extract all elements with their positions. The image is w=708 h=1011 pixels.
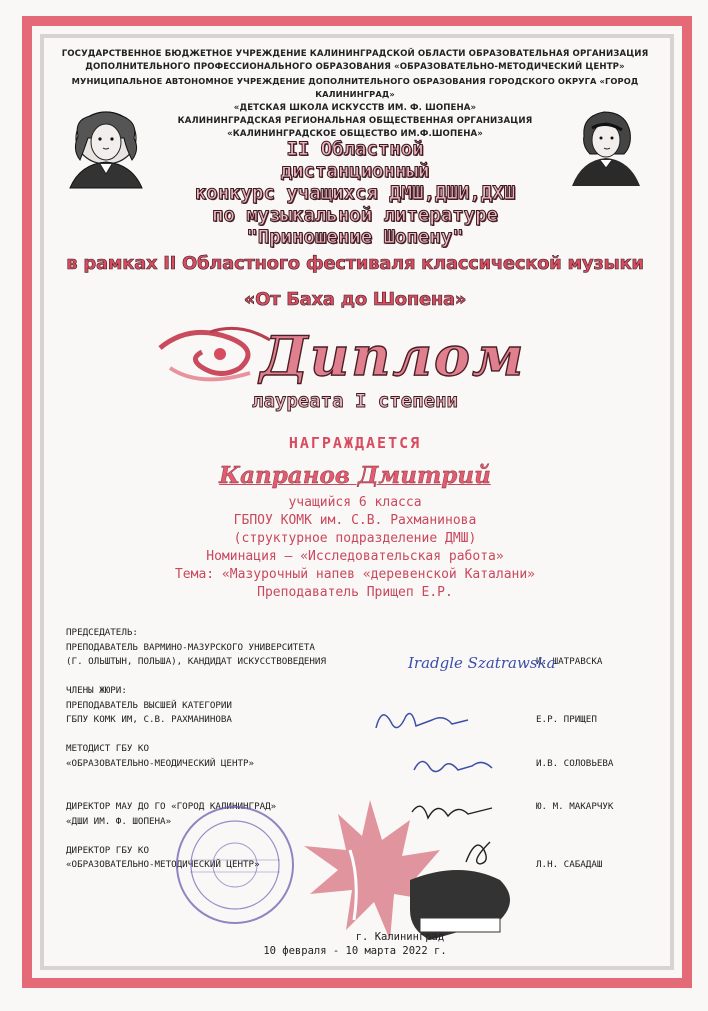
member1-name: Е.Р. ПРИЩЕП (536, 714, 597, 725)
detail-line: учащийся 6 класса (288, 495, 422, 510)
chair-signature-text: Iradgle Szatrawska (408, 654, 556, 672)
director2-position-2: «ОБРАЗОВАТЕЛЬНО-МЕТОДИЧЕСКИЙ ЦЕНТР» (66, 859, 260, 870)
festival-title (60, 252, 650, 312)
footer-dates: 10 февраля - 10 марта 2022 г. (263, 945, 447, 957)
spacer (66, 786, 646, 801)
director2-signature-image (460, 832, 500, 872)
chair-heading: ПРЕДСЕДАТЕЛЬ: (66, 627, 138, 638)
director1-name: Ю. М. МАКАРЧУК (536, 801, 614, 812)
director2-position: ДИРЕКТОР ГБУ КО (66, 844, 149, 856)
title-line: II Областной (286, 138, 424, 160)
director2-row (66, 858, 646, 873)
title-line: конкурс учащихся ДМШ,ДШИ,ДХШ (194, 182, 516, 204)
header-line: ДОПОЛНИТЕЛЬНОГО ПРОФЕССИОНАЛЬНОГО ОБРАЗОВАНИЯ «ОБРАЗОВАТЕЛЬНО-МЕТОДИЧЕСКИЙ ЦЕНТР» (85, 62, 625, 73)
director1-position: ДИРЕКТОР МАУ ДО ГО «ГОРОД КАЛИНИНГРАД» (66, 801, 277, 812)
header-line: КАЛИНИНГРАДСКАЯ РЕГИОНАЛЬНАЯ ОБЩЕСТВЕННАЯ ОРГАНИЗАЦИЯ (177, 116, 533, 127)
header-line: МУНИЦИПАЛЬНОЕ АВТОНОМНОЕ УЧРЕЖДЕНИЕ ДОПОЛНИТЕЛЬНОГО ОБРАЗОВАНИЯ ГОРОДСКОГО ОКРУГА «ГОРОД КАЛИНИНГРАД» (71, 75, 639, 100)
spacer (66, 829, 646, 844)
director1-position-2: «ДШИ ИМ. Ф. ШОПЕНА» (66, 815, 172, 827)
member2-signature-image (408, 748, 498, 784)
chair-row (66, 655, 646, 670)
director2-name: Л.Н. САБАДАШ (536, 859, 603, 870)
chair-position: ПРЕПОДАВАТЕЛЬ ВАРМИНО-МАЗУРСКОГО УНИВЕРСИТЕТА (66, 641, 315, 653)
jury-block (66, 626, 646, 873)
title-line: дистанционный (280, 160, 430, 182)
member2-position: МЕТОДИСТ ГБУ КО (66, 743, 149, 754)
spacer (66, 771, 646, 786)
member1-position-2: ГБПУ КОМК ИМ, С.В. РАХМАНИНОВА (66, 714, 232, 725)
member1-position: ПРЕПОДАВАТЕЛЬ ВЫСШЕЙ КАТЕГОРИИ (66, 699, 232, 711)
detail-line: ГБПОУ КОМК им. С.В. Рахманинова (233, 513, 477, 528)
recipient-details (90, 494, 620, 602)
title-line: по музыкальной литературе (212, 204, 498, 226)
member1-signature-image (372, 700, 472, 740)
title-line: "Приношение Шопену" (246, 226, 464, 248)
detail-line: (структурное подразделение ДМШ) (233, 531, 477, 546)
member2-row (66, 757, 646, 772)
detail-line: Номинация — «Исследовательская работа» (206, 549, 504, 564)
spacer (66, 728, 646, 743)
member2-name: И.В. СОЛОВЬЕВА (536, 757, 614, 769)
contest-title (90, 138, 620, 248)
chair-position-2: (Г. ОЛЬШТЫН, ПОЛЬША), КАНДИДАТ ИСКУССТВОВЕДЕНИЯ (66, 656, 326, 667)
spacer (66, 670, 646, 685)
footer-city: г. Калининград (355, 931, 445, 943)
header-line: «ДЕТСКАЯ ШКОЛА ИСКУССТВ ИМ. Ф. ШОПЕНА» (233, 102, 477, 113)
festival-line: в рамках II Областного фестиваля классической музыки (66, 253, 644, 274)
recipient-name: Капранов Дмитрий (219, 462, 491, 489)
laureate-degree: лауреата I степени (252, 390, 458, 412)
awarded-label: НАГРАЖДАЕТСЯ (288, 434, 422, 452)
detail-line: Тема: «Мазурочный напев «деревенской Каталани» (174, 567, 536, 582)
footer (180, 930, 530, 958)
director1-signature-image (408, 794, 498, 830)
members-heading: ЧЛЕНЫ ЖЮРИ: (66, 685, 127, 696)
festival-line: «От Баха до Шопена» (243, 289, 467, 310)
header-line: ГОСУДАРСТВЕННОЕ БЮДЖЕТНОЕ УЧРЕЖДЕНИЕ КАЛИНИНГРАДСКОЙ ОБЛАСТИ ОБРАЗОВАТЕЛЬНАЯ ОРГАНИЗАЦИЯ (61, 49, 649, 59)
member2-position-2: «ОБРАЗОВАТЕЛЬНО-МЕОДИЧЕСКИЙ ЦЕНТР» (66, 757, 255, 769)
member1-row (66, 713, 646, 728)
detail-line: Преподаватель Прищеп Е.Р. (257, 585, 453, 600)
chair-signature-image (398, 652, 556, 702)
official-stamp-icon (170, 800, 300, 930)
chair-name: И. ШАТРАВСКА (536, 656, 603, 667)
diploma-word: Диплом (260, 324, 526, 388)
header-line: «КАЛИНИНГРАДСКОЕ ОБЩЕСТВО ИМ.Ф.ШОПЕНА» (227, 129, 483, 140)
diploma-heading (150, 318, 590, 398)
